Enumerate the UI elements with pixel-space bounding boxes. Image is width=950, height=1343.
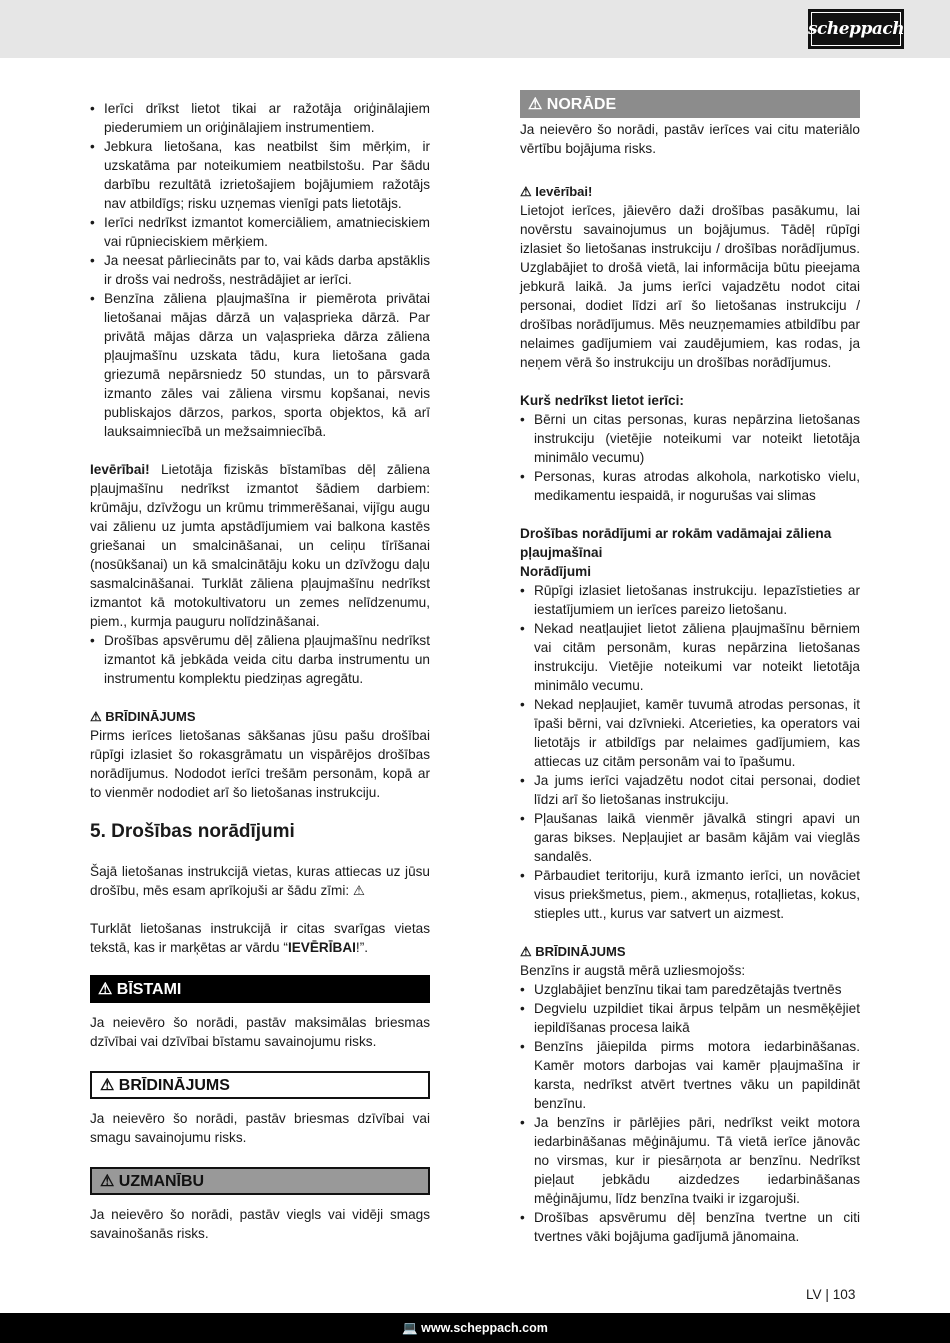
- list-item: • Nekad nepļaujiet, kamēr tuvumā atrodas personas, it īpaši bērni, vai dzīvnieki. Atcerieties, ka operators vai lietotājs ir atbildīgs par nelaimes gadījumiem, kas attiecas uz citām personām vai to īpašumu.: [520, 695, 860, 771]
- emphasis-word: IEVĒRĪBAI: [287, 940, 356, 955]
- list-item: • Ierīci drīkst lietot tikai ar ražotāja oriģinālajiem piederumiem un oriģinālajiem instrumentiem.: [90, 99, 430, 137]
- list-item: • Rūpīgi izlasiet lietošanas instrukciju. Iepazīstieties ar iestatījumiem un ierīces pareizo lietošanu.: [520, 581, 860, 619]
- list-item: • Personas, kuras atrodas alkohola, narkotisko vielu, medikamentu iespaidā, ir nogurušas vai slimas: [520, 467, 860, 505]
- warning-text: Pirms ierīces lietošanas sākšanas jūsu pašu drošībai rūpīgi izlasiet šo rokasgrāmatu un vispārējos drošības norādījumus. Nododot ierīci trešām personām, kopā ar to vienmēr nododiet arī šo lietošanas instrukciju.: [90, 728, 430, 800]
- notice-text: Ja neievēro šo norādi, pastāv ierīces vai citu materiālo vērtību bojājuma risks.: [520, 122, 860, 156]
- usage-list: [90, 99, 430, 441]
- footer-bar: [0, 1313, 950, 1343]
- fuel-warning-list: [520, 980, 860, 1246]
- left-column: [90, 99, 430, 1243]
- page-number: LV | 103: [806, 1287, 856, 1302]
- section-paragraph-2: [90, 919, 430, 957]
- list-item: • Benzīna zāliena pļaujmašīna ir piemērota privātai lietošanai mājas dārzā un vaļasprieka dārzā. Par privātā mājas dārza un vaļasprieka dārza zāliena pļaujmašīnu uzskata tādu, kura lietošana gada griezumā nepārsniedz 50 stundas, un to pārsvarā izmanto zāles vai zāliena virsmu kopšanai, nevis publiskajos dārzos, parkos, sporta objektos, kā arī lauksaimniecībā un mežsaimniecībā.: [90, 289, 430, 441]
- attention-list: [90, 631, 430, 688]
- scheppach-logo: scheppach: [808, 9, 904, 49]
- list-item: • Nekad neatļaujiet lietot zāliena pļaujmašīnu bērniem vai citām personām, kuras nepārzina lietošanas instrukciju. Vietējie noteikumi var noteikt lietotāja minimālo vecumu.: [520, 619, 860, 695]
- list-item: • Drošības apsvērumu dēļ benzīna tvertne un citi tvertnes vāki bojājuma gadījumā jānomaina.: [520, 1208, 860, 1246]
- header-bar: [0, 0, 950, 58]
- caution-box: ⚠ UZMANĪBU: [90, 1167, 430, 1195]
- list-item: • Degvielu uzpildiet tikai ārpus telpām un nesmēķējiet iepildīšanas procesa laikā: [520, 999, 860, 1037]
- list-item: • Bērni un citas personas, kuras nepārzina lietošanas instrukciju (vietējie noteikumi var noteikt lietotāja minimālo vecumu): [520, 410, 860, 467]
- danger-box: ⚠ BĪSTAMI: [90, 975, 430, 1003]
- right-column: [520, 90, 860, 1246]
- list-item: • Ja neesat pārliecināts par to, vai kāds darba apstāklis ir drošs vai nedrošs, nestrādājiet ar ierīci.: [90, 251, 430, 289]
- notes-heading: Norādījumi: [520, 564, 591, 579]
- list-item: • Ja benzīns ir pārlējies pāri, nedrīkst veikt motora iedarbināšanas mēģinājumu. Tā vietā ierīce jānovāc no virsmas, kur ir piesārņota ar benzīnu. Nedrīkst pieļaut jebkādu aizdedzes iedarbināšanas mēģinājumu, līdz benzīna tvaiki ir izgarojuši.: [520, 1113, 860, 1208]
- warning-heading: ⚠ BRĪDINĀJUMS: [90, 709, 196, 724]
- list-item: • Drošības apsvērumu dēļ zāliena pļaujmašīnu nedrīkst izmantot kā jebkāda veida citu darba instrumentu un instrumentu komplektu piedziņas agregātu.: [90, 631, 430, 688]
- who-list: [520, 410, 860, 505]
- warning-box: ⚠ BRĪDINĀJUMS: [90, 1071, 430, 1099]
- notice-box: ⚠ NORĀDE: [520, 90, 860, 118]
- attention-text: Lietojot ierīces, jāievēro daži drošības pasākumu, lai novērstu savainojumus un bojājumus. Tādēļ rūpīgi izlasiet šo lietošanas instrukciju / drošības norādījumus. Uzglabājiet to drošā vietā, lai informācija būtu pieejama jebkurā laikā. Ja jums ierīci vajadzētu nodot citai personai, dodiet līdzi arī šo lietošanas instrukciju / drošības norādījumus. Mēs neuzņemamies atbildību par nelaimes gadījumiem vai zaudējumiem, kas rodas, ja neņem vērā šo instrukciju un drošības norādījumus.: [520, 203, 860, 370]
- attention-paragraph: [90, 460, 430, 631]
- text-span: Turklāt lietošanas instrukcijā ir citas svarīgas vietas tekstā, kas ir marķētas ar vārdu “: [90, 921, 430, 955]
- notes-list: [520, 581, 860, 923]
- website-link[interactable]: 💻 www.scheppach.com: [402, 1320, 548, 1335]
- caution-text: Ja neievēro šo norādi, pastāv viegls vai vidēji smags savainošanās risks.: [90, 1207, 430, 1241]
- warning-box-text: Ja neievēro šo norādi, pastāv briesmas dzīvībai vai smagu savainojumu risks.: [90, 1111, 430, 1145]
- list-item: • Pārbaudiet teritoriju, kurā izmanto ierīci, un novāciet visus priekšmetus, piem., akmeņus, rotaļlietas, kokus, stieples utt., kurus var satvert un aizmest.: [520, 866, 860, 923]
- attention-heading: ⚠ Ievērībai!: [520, 184, 593, 199]
- fuel-warning-heading: ⚠ BRĪDINĀJUMS: [520, 944, 626, 959]
- attention-label: Ievērībai!: [90, 462, 150, 477]
- list-item: • Jebkura lietošana, kas neatbilst šim mērķim, ir uzskatāma par noteikumiem neatbilstošu. Par šādu darbību rezultātā izrietošajiem bojājumiem ražotājs nav atbildīgs; risku uzņemas vienīgi pats lietotājs.: [90, 137, 430, 213]
- list-item: • Pļaušanas laikā vienmēr jāvalkā stingri apavi un garas bikses. Nepļaujiet ar basām kājām vai vieglās sandalēs.: [520, 809, 860, 866]
- safety-heading: Drošības norādījumi ar rokām vadāmajai zāliena pļaujmašīnai: [520, 526, 832, 560]
- danger-text: Ja neievēro šo norādi, pastāv maksimālas briesmas dzīvībai vai dzīvībai bīstamu savainojumu risks.: [90, 1015, 430, 1049]
- fuel-warning-intro: Benzīns ir augstā mērā uzliesmojošs:: [520, 963, 746, 978]
- list-item: • Benzīns jāiepilda pirms motora iedarbināšanas. Kamēr motors darbojas vai kamēr pļaujmašīna ir karsta, nedrīkst atvērt tvertnes vāku un papildināt benzīnu.: [520, 1037, 860, 1113]
- section-title: 5. Drošības norādījumi: [90, 821, 295, 842]
- attention-text: Lietotāja fiziskās bīstamības dēļ zāliena pļaujmašīnu nedrīkst izmantot šādiem darbiem: krūmāju, dzīvžogu un krūmu trimmerēšanai, vijīgu augu vai zālienu uz jumta apstādījumiem vai balkona kastēs griešanai un smalcināšanai, un celiņu tīrīšanai (nosūkšanai) un kā smalcinātāju koku un dzīvžogu daļu sasmalcināšanai. Turklāt zāliena pļaujmašīnu nedrīkst izmantot kā motokultivatoru un zemes nelīdzenumu, piem., kurmja pauguru nolīdzināšanai.: [90, 462, 430, 629]
- text-span: !”.: [355, 940, 369, 955]
- who-heading: Kurš nedrīkst lietot ierīci:: [520, 393, 684, 408]
- list-item: • Uzglabājiet benzīnu tikai tam paredzētajās tvertnēs: [520, 980, 860, 999]
- list-item: • Ierīci nedrīkst izmantot komerciāliem, amatnieciskiem vai rūpnieciskiem mērķiem.: [90, 213, 430, 251]
- section-paragraph-1: Šajā lietošanas instrukcijā vietas, kuras attiecas uz jūsu drošību, mēs esam aprīkojuši ar šādu zīmi: ⚠: [90, 864, 430, 898]
- list-item: • Ja jums ierīci vajadzētu nodot citai personai, dodiet līdzi arī šo lietošanas instrukciju.: [520, 771, 860, 809]
